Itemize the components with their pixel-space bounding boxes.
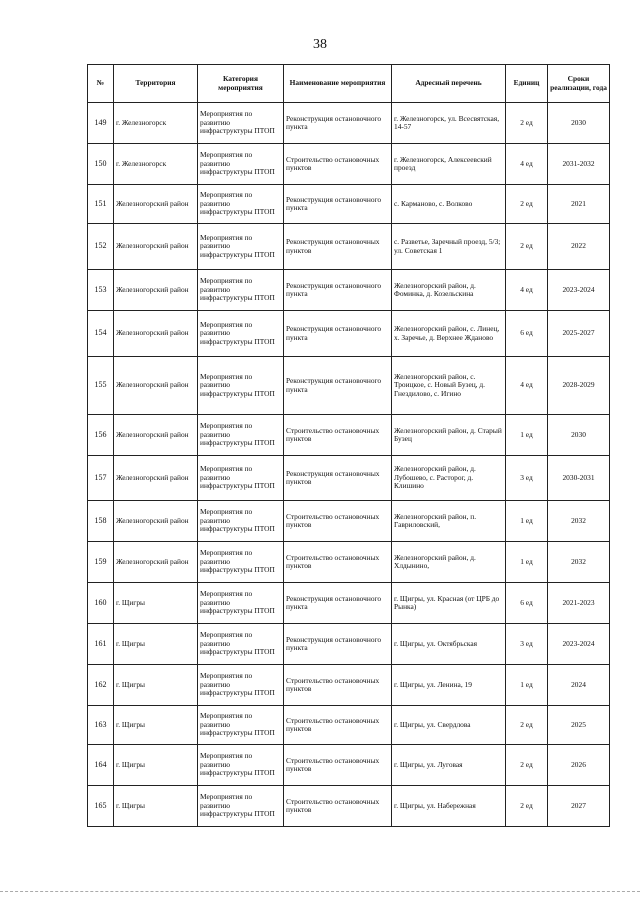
row-territory: г. Щигры bbox=[114, 665, 198, 706]
row-units: 2 ед bbox=[506, 103, 548, 144]
row-name: Строительство остановочных пунктов bbox=[284, 745, 392, 786]
row-units: 2 ед bbox=[506, 786, 548, 827]
row-number: 149 bbox=[88, 103, 114, 144]
row-territory: г. Железногорск bbox=[114, 103, 198, 144]
row-territory: Железногорский район bbox=[114, 456, 198, 501]
row-category: Мероприятия по развитию инфраструктуры ПТОП bbox=[198, 786, 284, 827]
row-period: 2032 bbox=[548, 501, 610, 542]
row-units: 2 ед bbox=[506, 706, 548, 745]
row-territory: г. Щигры bbox=[114, 706, 198, 745]
row-name: Реконструкция остановочных пунктов bbox=[284, 456, 392, 501]
table-row bbox=[88, 357, 610, 415]
row-name: Реконструкция остановочного пункта bbox=[284, 311, 392, 357]
row-territory: г. Щигры bbox=[114, 745, 198, 786]
row-units: 2 ед bbox=[506, 185, 548, 224]
row-units: 2 ед bbox=[506, 224, 548, 270]
row-category: Мероприятия по развитию инфраструктуры ПТОП bbox=[198, 311, 284, 357]
row-name: Строительство остановочных пунктов bbox=[284, 542, 392, 583]
row-address: г. Железногорск, Алексеевский проезд bbox=[392, 144, 506, 185]
row-name: Реконструкция остановочного пункта bbox=[284, 357, 392, 415]
row-category: Мероприятия по развитию инфраструктуры ПТОП bbox=[198, 144, 284, 185]
row-period: 2023-2024 bbox=[548, 270, 610, 311]
row-period: 2030-2031 bbox=[548, 456, 610, 501]
table-row bbox=[88, 103, 610, 144]
row-category: Мероприятия по развитию инфраструктуры ПТОП bbox=[198, 270, 284, 311]
table-row bbox=[88, 501, 610, 542]
row-period: 2021-2023 bbox=[548, 583, 610, 624]
row-number: 153 bbox=[88, 270, 114, 311]
row-territory: Железногорский район bbox=[114, 357, 198, 415]
table-row bbox=[88, 706, 610, 745]
row-category: Мероприятия по развитию инфраструктуры ПТОП bbox=[198, 542, 284, 583]
row-name: Реконструкция остановочного пункта bbox=[284, 185, 392, 224]
table-row bbox=[88, 415, 610, 456]
row-name: Строительство остановочных пунктов bbox=[284, 665, 392, 706]
row-name: Реконструкция остановочных пунктов bbox=[284, 224, 392, 270]
row-category: Мероприятия по развитию инфраструктуры ПТОП bbox=[198, 583, 284, 624]
table-row bbox=[88, 270, 610, 311]
row-number: 157 bbox=[88, 456, 114, 501]
table-row bbox=[88, 311, 610, 357]
row-number: 150 bbox=[88, 144, 114, 185]
row-period: 2028-2029 bbox=[548, 357, 610, 415]
row-period: 2027 bbox=[548, 786, 610, 827]
row-period: 2025-2027 bbox=[548, 311, 610, 357]
row-number: 154 bbox=[88, 311, 114, 357]
row-period: 2024 bbox=[548, 665, 610, 706]
row-category: Мероприятия по развитию инфраструктуры ПТОП bbox=[198, 224, 284, 270]
row-units: 2 ед bbox=[506, 745, 548, 786]
row-name: Строительство остановочных пунктов bbox=[284, 415, 392, 456]
row-category: Мероприятия по развитию инфраструктуры ПТОП bbox=[198, 185, 284, 224]
row-category: Мероприятия по развитию инфраструктуры ПТОП bbox=[198, 103, 284, 144]
row-number: 155 bbox=[88, 357, 114, 415]
row-period: 2022 bbox=[548, 224, 610, 270]
row-territory: Железногорский район bbox=[114, 415, 198, 456]
row-category: Мероприятия по развитию инфраструктуры ПТОП bbox=[198, 501, 284, 542]
table-row bbox=[88, 665, 610, 706]
header-units: Единиц bbox=[506, 65, 548, 103]
row-territory: г. Щигры bbox=[114, 624, 198, 665]
table-row bbox=[88, 542, 610, 583]
row-territory: г. Щигры bbox=[114, 583, 198, 624]
row-period: 2025 bbox=[548, 706, 610, 745]
table-row bbox=[88, 624, 610, 665]
row-units: 1 ед bbox=[506, 415, 548, 456]
row-units: 6 ед bbox=[506, 583, 548, 624]
header-name: Наименование мероприятия bbox=[284, 65, 392, 103]
page-number: 38 bbox=[313, 37, 327, 52]
row-units: 1 ед bbox=[506, 542, 548, 583]
row-name: Реконструкция остановочного пункта bbox=[284, 583, 392, 624]
table-row bbox=[88, 456, 610, 501]
row-name: Строительство остановочных пунктов bbox=[284, 501, 392, 542]
row-name: Строительство остановочных пунктов bbox=[284, 144, 392, 185]
row-period: 2023-2024 bbox=[548, 624, 610, 665]
row-period: 2021 bbox=[548, 185, 610, 224]
row-number: 160 bbox=[88, 583, 114, 624]
row-category: Мероприятия по развитию инфраструктуры ПТОП bbox=[198, 624, 284, 665]
table-row bbox=[88, 144, 610, 185]
row-name: Реконструкция остановочного пункта bbox=[284, 103, 392, 144]
row-category: Мероприятия по развитию инфраструктуры ПТОП bbox=[198, 665, 284, 706]
row-address: Железногорский район, с. Линец, х. Заречье, д. Верхнее Жданово bbox=[392, 311, 506, 357]
table-row bbox=[88, 745, 610, 786]
row-territory: г. Щигры bbox=[114, 786, 198, 827]
row-number: 156 bbox=[88, 415, 114, 456]
measures-table bbox=[87, 64, 610, 827]
row-number: 161 bbox=[88, 624, 114, 665]
row-address: с. Разветье, Заречный проезд, 5/3; ул. Советская 1 bbox=[392, 224, 506, 270]
row-category: Мероприятия по развитию инфраструктуры ПТОП bbox=[198, 456, 284, 501]
row-address: г. Щигры, ул. Свердлова bbox=[392, 706, 506, 745]
row-territory: Железногорский район bbox=[114, 185, 198, 224]
row-category: Мероприятия по развитию инфраструктуры ПТОП bbox=[198, 415, 284, 456]
table-row bbox=[88, 185, 610, 224]
row-period: 2031-2032 bbox=[548, 144, 610, 185]
row-address: г. Щигры, ул. Набережная bbox=[392, 786, 506, 827]
row-number: 151 bbox=[88, 185, 114, 224]
row-address: Железногорский район, д. Лубошево, с. Расторог, д. Клишино bbox=[392, 456, 506, 501]
row-address: Железногорский район, с. Троицкое, с. Новый Бузец, д. Гнездилово, с. Игино bbox=[392, 357, 506, 415]
header-address: Адресный перечень bbox=[392, 65, 506, 103]
row-territory: Железногорский район bbox=[114, 542, 198, 583]
row-units: 4 ед bbox=[506, 357, 548, 415]
row-territory: Железногорский район bbox=[114, 224, 198, 270]
row-address: г. Железногорск, ул. Всесвятская, 14-57 bbox=[392, 103, 506, 144]
table-row bbox=[88, 224, 610, 270]
row-address: Железногорский район, д. Старый Бузец bbox=[392, 415, 506, 456]
row-category: Мероприятия по развитию инфраструктуры ПТОП bbox=[198, 357, 284, 415]
header-period: Сроки реализации, года bbox=[548, 65, 610, 103]
row-number: 165 bbox=[88, 786, 114, 827]
row-address: г. Щигры, ул. Красная (от ЦРБ до Рынка) bbox=[392, 583, 506, 624]
row-number: 152 bbox=[88, 224, 114, 270]
row-address: Железногорский район, д. Хлдынино, bbox=[392, 542, 506, 583]
row-category: Мероприятия по развитию инфраструктуры ПТОП bbox=[198, 745, 284, 786]
table-body bbox=[88, 103, 610, 827]
row-period: 2032 bbox=[548, 542, 610, 583]
scan-edge-line bbox=[0, 891, 640, 892]
row-address: г. Щигры, ул. Октябрьская bbox=[392, 624, 506, 665]
header-territory: Территория bbox=[114, 65, 198, 103]
row-address: г. Щигры, ул. Луговая bbox=[392, 745, 506, 786]
row-units: 1 ед bbox=[506, 501, 548, 542]
row-name: Реконструкция остановочного пункта bbox=[284, 624, 392, 665]
row-units: 4 ед bbox=[506, 144, 548, 185]
row-territory: Железногорский район bbox=[114, 270, 198, 311]
row-units: 4 ед bbox=[506, 270, 548, 311]
table-header-row bbox=[88, 65, 610, 103]
row-period: 2026 bbox=[548, 745, 610, 786]
row-address: с. Карманово, с. Волково bbox=[392, 185, 506, 224]
header-category: Категория мероприятия bbox=[198, 65, 284, 103]
row-number: 162 bbox=[88, 665, 114, 706]
header-num: № bbox=[88, 65, 114, 103]
row-units: 1 ед bbox=[506, 665, 548, 706]
row-territory: Железногорский район bbox=[114, 501, 198, 542]
row-units: 3 ед bbox=[506, 624, 548, 665]
row-period: 2030 bbox=[548, 103, 610, 144]
row-category: Мероприятия по развитию инфраструктуры ПТОП bbox=[198, 706, 284, 745]
row-name: Строительство остановочных пунктов bbox=[284, 706, 392, 745]
row-name: Реконструкция остановочного пункта bbox=[284, 270, 392, 311]
row-period: 2030 bbox=[548, 415, 610, 456]
row-number: 163 bbox=[88, 706, 114, 745]
table-row bbox=[88, 786, 610, 827]
row-units: 6 ед bbox=[506, 311, 548, 357]
row-number: 158 bbox=[88, 501, 114, 542]
row-territory: Железногорский район bbox=[114, 311, 198, 357]
row-units: 3 ед bbox=[506, 456, 548, 501]
row-name: Строительство остановочных пунктов bbox=[284, 786, 392, 827]
row-territory: г. Железногорск bbox=[114, 144, 198, 185]
row-number: 159 bbox=[88, 542, 114, 583]
row-address: Железногорский район, д. Фоминка, д. Козельскина bbox=[392, 270, 506, 311]
table-row bbox=[88, 583, 610, 624]
row-number: 164 bbox=[88, 745, 114, 786]
row-address: Железногорский район, п. Гавриловский, bbox=[392, 501, 506, 542]
row-address: г. Щигры, ул. Ленина, 19 bbox=[392, 665, 506, 706]
